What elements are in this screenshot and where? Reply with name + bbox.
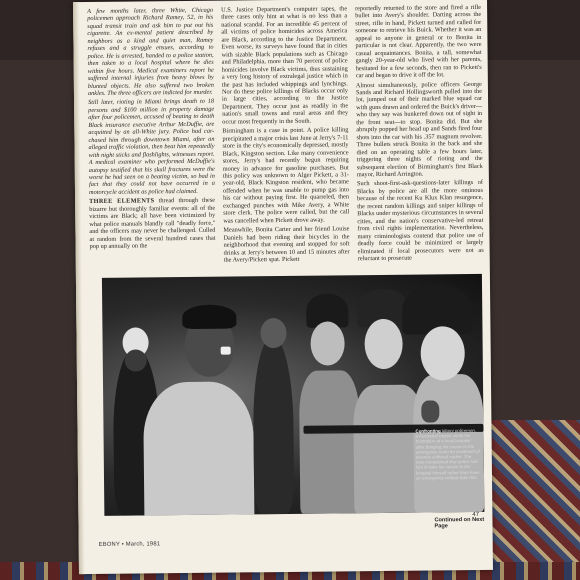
column2-paragraph1: U.S. Justice Department's computer tapes, the three cases only hint at what is no less than a national scandal. For an incredible 45 percent of all victims of police homicides across America are Black, according to the Justice Department. Even worse, its surveys have found that in cities with sizable Black populations such as Chicago and Philadelphia, more than 70 percent of police homicides involve Black victims, thus sustaining a very long history of extralegal justice which in the past has included whippings and lynchings. Nor do these police killings of Blacks occur only in large cities, according to the Justice Department. They occur just as readily in the nation's small towns and rural areas and they occur most frequently in the South.	[221, 5, 349, 126]
officer-1-uniform	[299, 370, 360, 514]
text-column-2	[221, 5, 350, 282]
police-badge-shape	[421, 400, 439, 422]
column2-paragraph2: Birmingham is a case in point. A police killing precipitated a major crisis last June at Jerry's 7-11 store in the city's economically depressed, mostly Black, Kingston section. Like many convenience stores, Jerry's had recently begun requiring money in advance for gasoline purchases. But this policy was unknown to Alger Pickett, a 31-year-old, Black Kingston resident, who became offended when he was unable to pump gas into his car without paying first. He quarreled, then exchanged punches with Mike Avery, a White store clerk. The police were called, but the call was cancelled when Pickett drove away.	[222, 126, 350, 225]
column3-paragraph3: Such shoot-first-ask-questions-later killings of Blacks by police are all the more ominous because of the recent Ku Klux Klan resurgence, the recent random killings and sniper killings of Blacks under mysterious circumstances in several cities, and the nation's conservative-led retreat from civil rights implementation. Nevertheless, many criminologists contend that police use of deadly force could be minimized or largely eliminated if local prosecutors were not as reluctant to prosecute	[356, 179, 484, 263]
officer-2-face	[364, 319, 403, 369]
continued-notice: Continued on Next Page	[434, 516, 485, 530]
page-footer: EBONY • March, 1981	[98, 541, 161, 548]
shouting-man-shirt	[143, 381, 254, 516]
open-mouth-shape	[221, 347, 231, 355]
column3-paragraph1: reportedly returned to the store and fired a rifle bullet into Avery's shoulder. Darting across the street, rifle in hand, Pickett turned and called for someone to retrieve his Buick. Whether it was an appeal to anyone in general or to Bonita in particular is not clear. Apparently, the two were casual acquaintances. Bonita, a tall, somewhat gangly 20-year-old who lived with her parents, hesitated for a few seconds, then ran to Pickett's car and began to drive it off the lot.	[355, 3, 482, 80]
column3-paragraph2: Almost simultaneously, police officers George Sands and Richard Hollingsworth pulled into the lot, jumped out of their marked blue squad car with guns drawn and ordered the Buick's driver—who they say was hunkered down out of sight in the front seat—to stop. Bonita did. But she abruptly popped her head up and Sands fired four shots into the car with his .357 magnum revolver. Three bullets struck Bonita in the back and she died on an operating table a few hours later, triggering three nights of rioting and the subsequent election of Birmingham's first Black mayor, Richard Arrington.	[355, 80, 483, 179]
column2-paragraph3: Meanwhile, Bonita Carter and her friend Louise Daniels had been riding their bicycles in the neighborhood that evening and stopped for soft drinks at Jerry's between 10 and 15 minutes after the Avery/Pickett spat. Pickett	[223, 225, 350, 264]
crowd-silhouette	[253, 336, 295, 514]
hair-shape	[182, 304, 236, 329]
magazine-page	[73, 0, 493, 574]
column1-paragraph3-text: thread through these bizarre but thoroughly familiar events: all of the victims are Black; all have been victimized by what police manuals blandly call "deadly force," and the officers may never be challenged. Culled at random from the several hundred cases that pop up annually on the	[89, 197, 216, 251]
photo-caption	[416, 428, 481, 481]
column1-paragraph2: Still later, rioting in Miami brings death to 18 persons and $100 million in property damage after four policemen, accused of beating to death Black insurance executive Arthur McDuffie, are acquitted by an all-White jury. Police had car-chased him through downtown Miami, after an alleged traffic violation, then beat him repeatedly with night sticks and flashlights, witnesses report. A medical examiner who performed McDuffie's autopsy testified that his skull fractures were the worst he had seen on a beating victim, so bad in fact that they could not have occurred in a motorcycle accident as police had claimed.	[88, 98, 215, 196]
paragraph-lead-in: THREE ELEMENTS	[89, 197, 155, 206]
bystander-face	[125, 349, 147, 371]
text-column-1	[87, 7, 216, 284]
crowd-face	[260, 318, 286, 348]
caption-text: Miami policemen, a frustrated citizen vents his frustration at a local hospital after bringing his cousin to the emergency room for treatment of wounds suffered earlier. The man complained that police told him to take his cousin to the hospital himself rather than have an emergency vehicle take him.	[415, 427, 480, 481]
officer-3-face	[420, 326, 465, 380]
column1-paragraph1: A few months later, three White, Chicago policemen approach Richard Ramey, 52, in his squad transit train and ask him to put out his cigarette. An ex-mental patient described by neighbors as a kind and quiet man, Ramey refuses and a struggle ensues, according to police. He is arrested, handed to a police station, then taken to a local hospital where he dies within five hours. Medical examiners report he suffered internal injuries from heavy blows by blunted objects. He also suffered two broken ankles. The three officers are indicted for murder.	[87, 6, 214, 98]
text-column-3	[355, 4, 484, 281]
column1-paragraph3	[89, 197, 216, 250]
page-number: 47	[472, 511, 480, 519]
caption-lead: Confronting	[415, 428, 441, 434]
officer-1-face	[310, 321, 344, 365]
